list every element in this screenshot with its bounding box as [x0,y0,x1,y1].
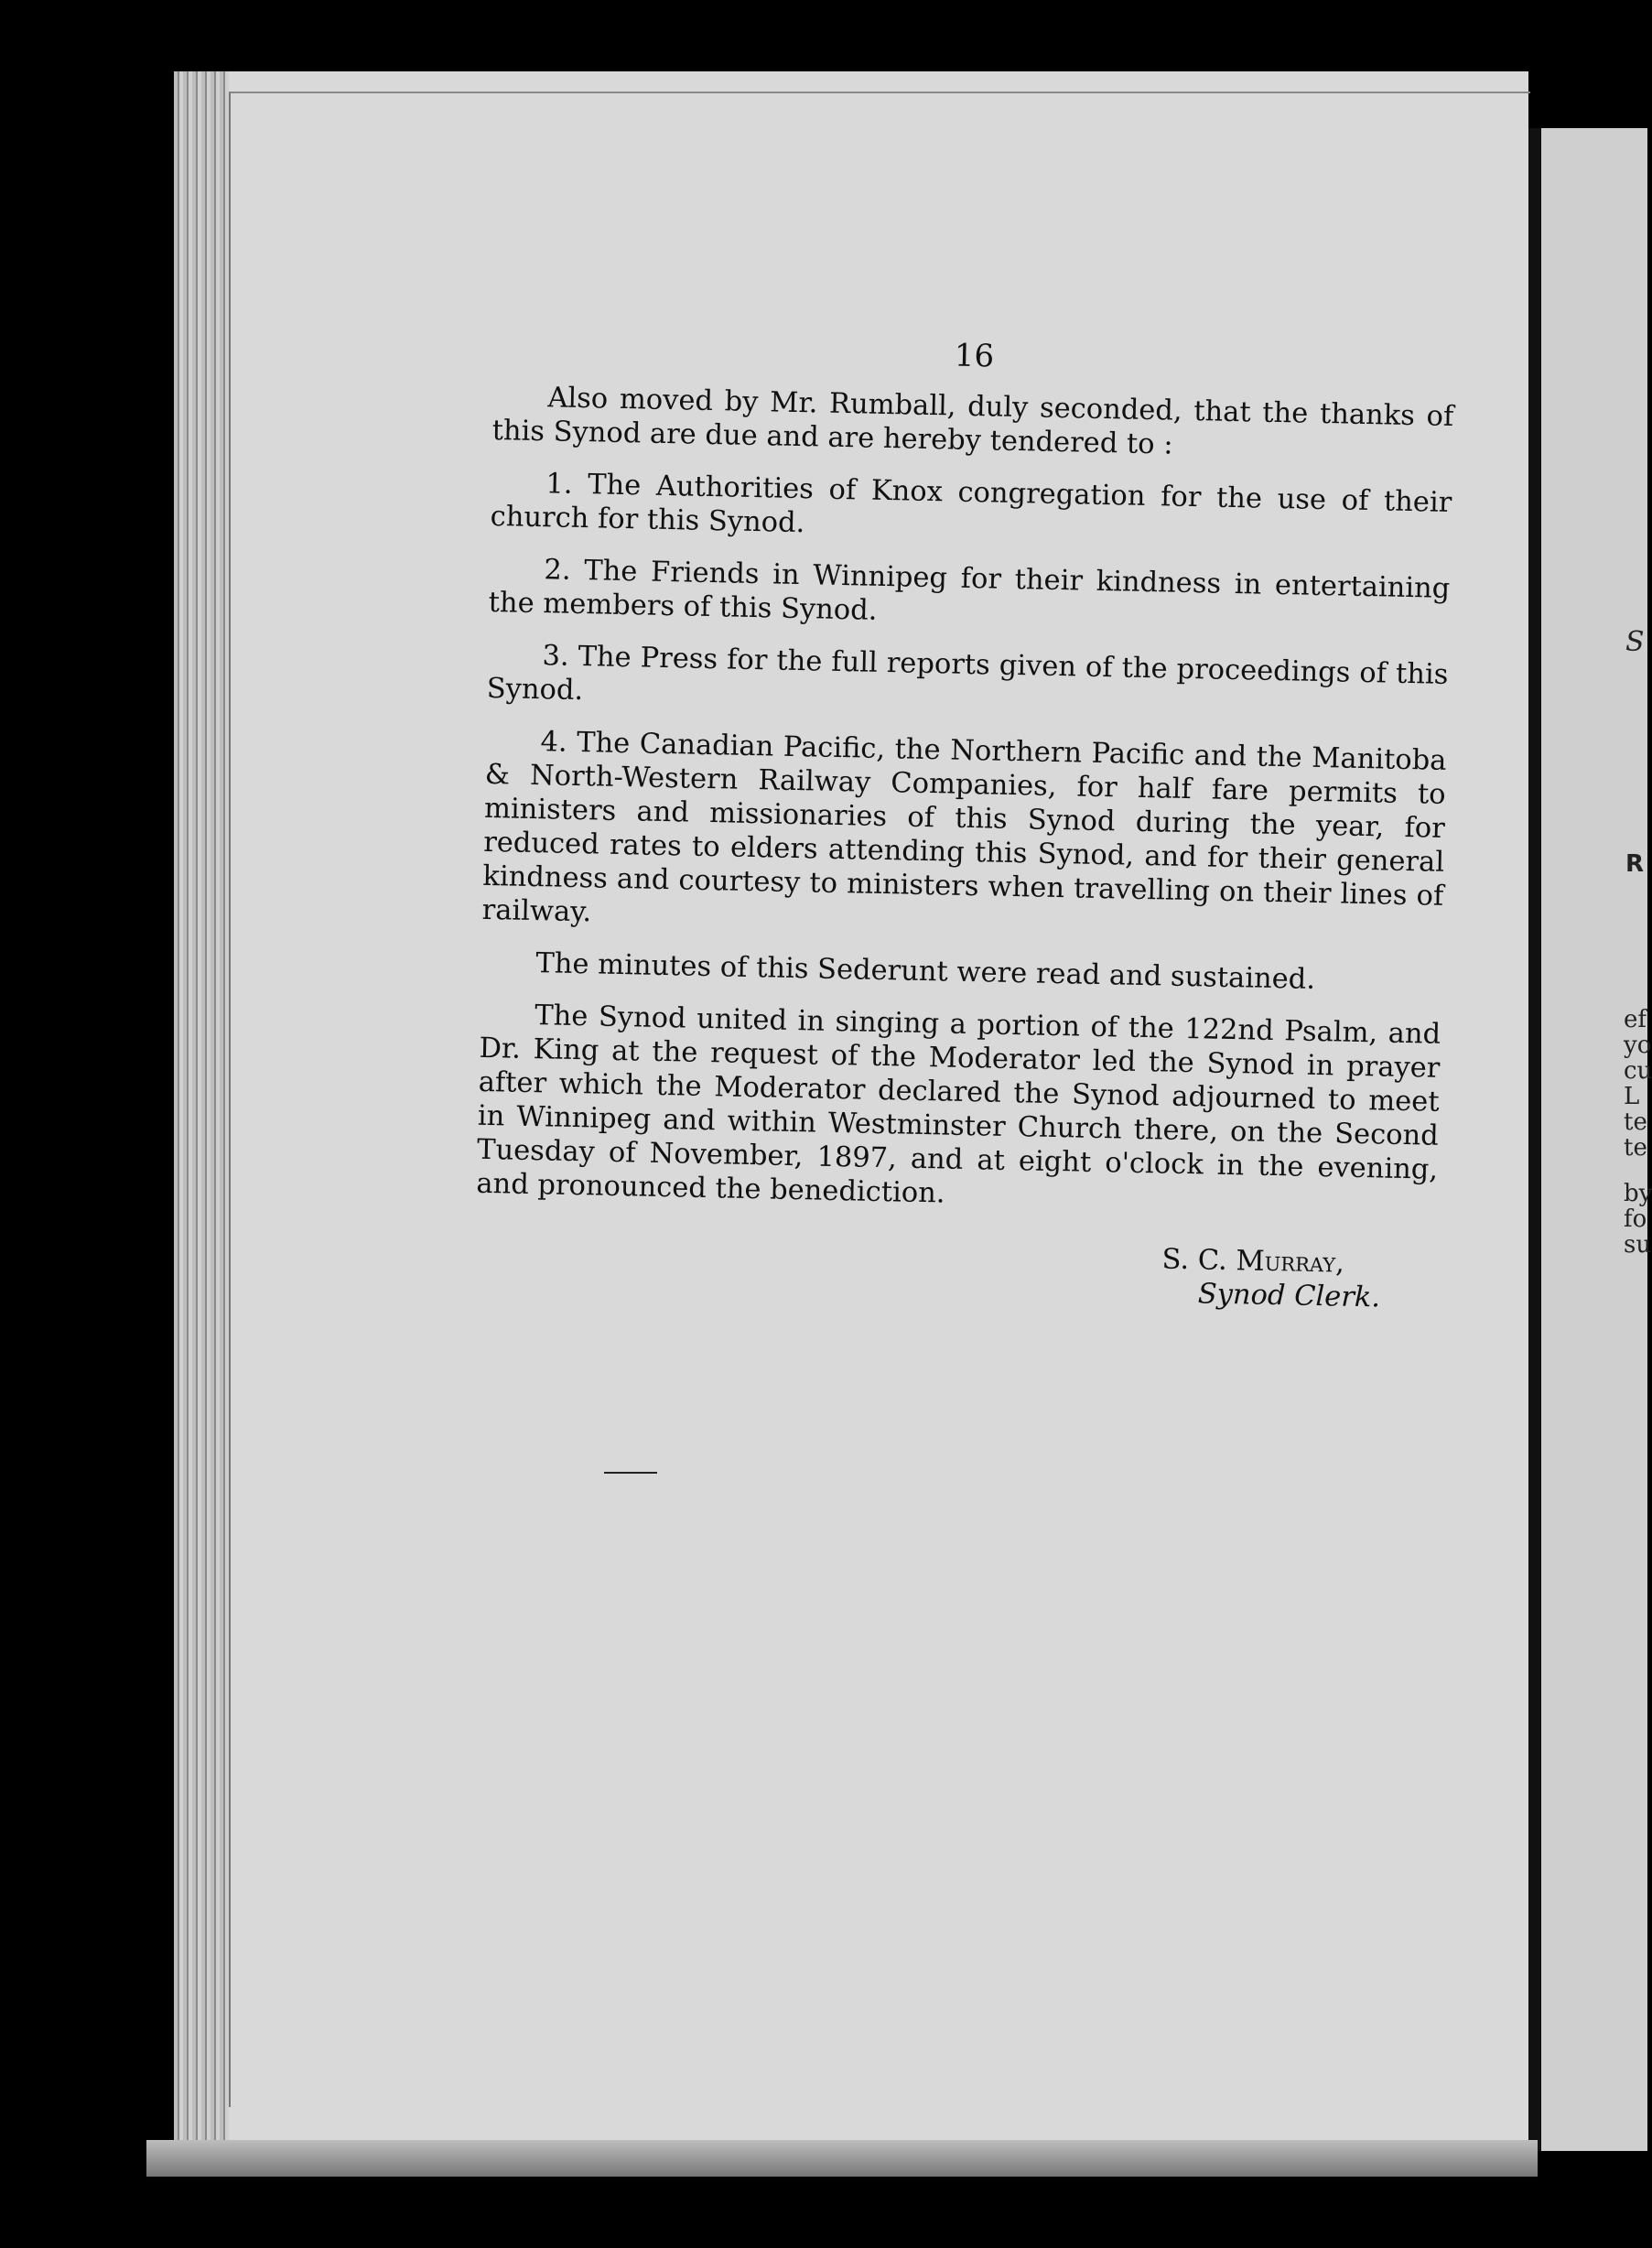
adjacent-fragment: te [1624,1134,1647,1162]
book-gutter [1528,128,1541,2151]
page-stack-edges [174,71,229,2140]
page-bottom-edge [146,2140,1538,2177]
paragraph: The minutes of this Sederunt were read and sustained. [535,947,1316,996]
signature-title: Synod Clerk. [1197,1278,1381,1314]
adjacent-fragment: su [1624,1231,1652,1259]
adjacent-fragment: te [1624,1108,1647,1136]
paragraph-item-1: 1. The Authorities of Knox congregation for the use of their church for this Synod. [490,468,1452,540]
paragraph: The Synod united in singing a portion of the 122nd Psalm, and Dr. King at the request of the Moderator led the Synod in prayer after which the Moderator declared the Synod adjourned to meet in Winnipeg and within Westminster Church there, on the Second Tuesday of November, 1897, and at eight o'clock in the evening, and pronounced the benediction. [476,1000,1441,1210]
end-rule [604,1472,657,1474]
adjacent-page [1541,128,1652,2151]
adjacent-fragment: by [1624,1180,1652,1207]
page-number: 16 [954,337,995,375]
signature-name: S. C. Murray, [1161,1243,1345,1280]
adjacent-fragment: yo [1624,1032,1652,1059]
paragraph-item-3: 3. The Press for the full reports given of the proceedings of this Synod. [486,640,1449,708]
adjacent-fragment: cu [1624,1057,1652,1085]
adjacent-fragment: L [1624,1083,1640,1110]
document-body [474,330,1455,1316]
adjacent-fragment: R [1625,850,1645,878]
adjacent-fragment: fo [1624,1205,1647,1233]
adjacent-fragment: ef [1624,1006,1647,1033]
paragraph-item-2: 2. The Friends in Winnipeg for their kindness in entertaining the members of this Synod. [488,554,1451,627]
adjacent-fragment: S [1625,626,1645,658]
paragraph-item-4: 4. The Canadian Pacific, the Northern Pacific and the Manitoba & North-Western Railway Companies, for half fare permits to ministers and missionaries of this Synod during the year, for reduced rates to elders attending this Synod, and for their general kindness and courtesy to ministers when travelling on their lines of railway. [481,726,1447,929]
paragraph: Also moved by Mr. Rumball, duly seconded, that the thanks of this Synod are due and are hereby tendered to : [491,382,1454,461]
